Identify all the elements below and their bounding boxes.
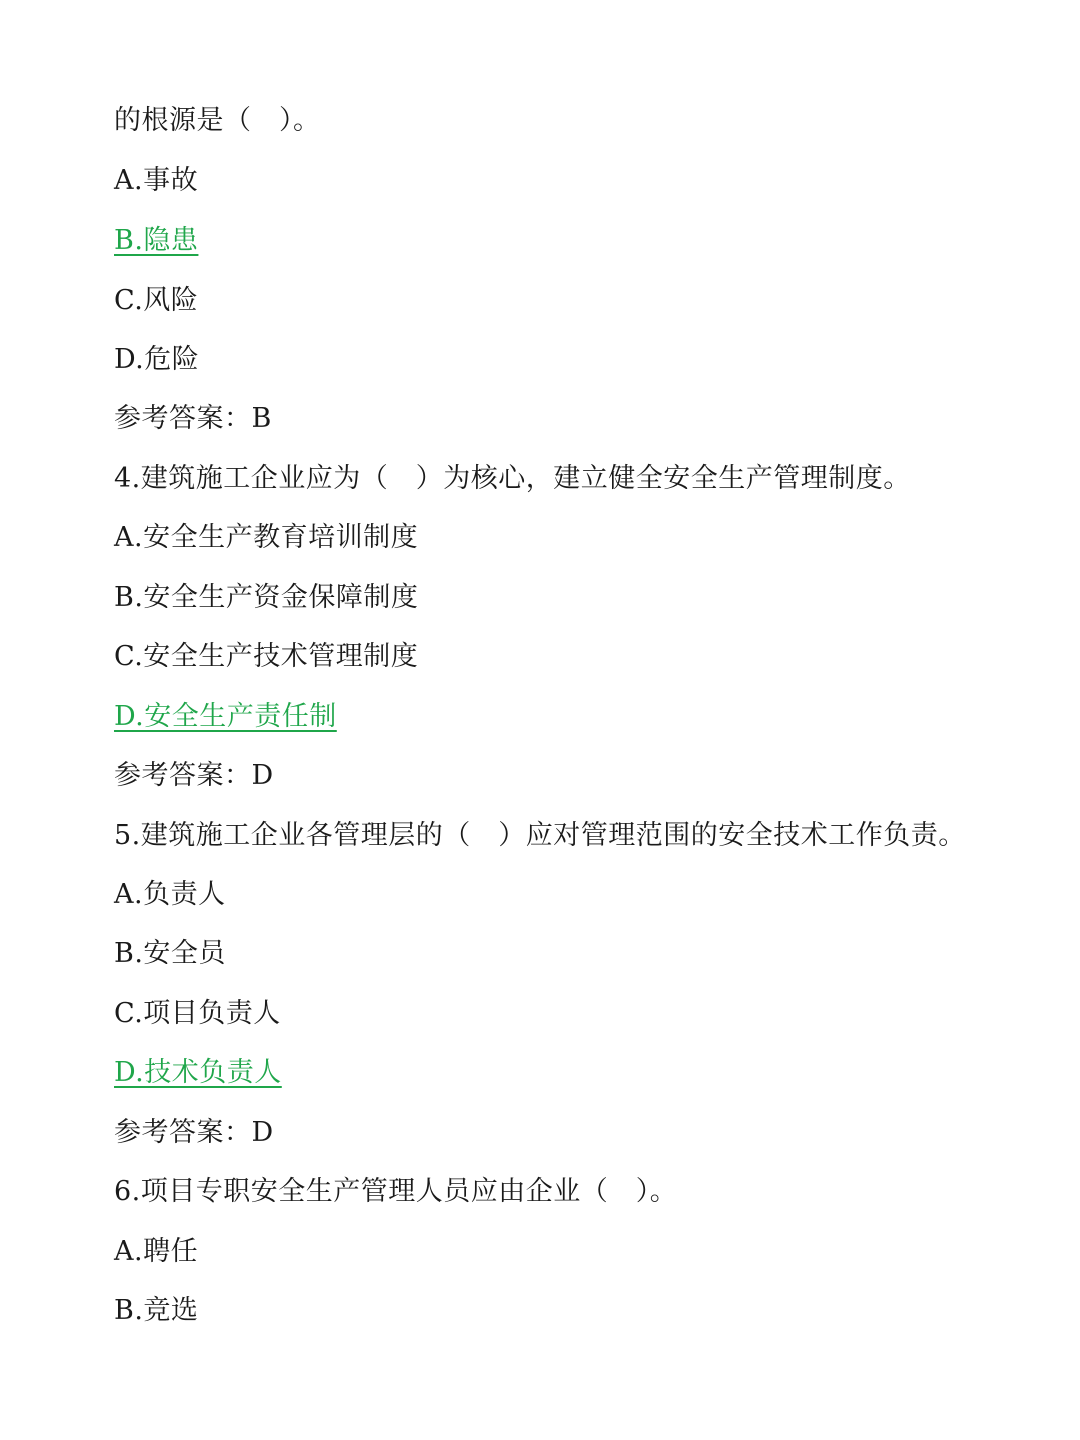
- question-4-answer: 参考答案：D: [114, 760, 274, 791]
- question-4-option-d-correct: D.安全生产责任制: [114, 701, 337, 732]
- question-5-stem: 5.建筑施工企业各管理层的（ ）应对管理范围的安全技术工作负责。: [114, 820, 966, 851]
- question-6-option-a: A.聘任: [114, 1236, 199, 1267]
- question-4-stem: 4.建筑施工企业应为（ ）为核心，建立健全安全生产管理制度。: [114, 463, 911, 494]
- question-4-option-a: A.安全生产教育培训制度: [114, 522, 419, 553]
- question-6-stem: 6.项目专职安全生产管理人员应由企业（ ）。: [114, 1176, 678, 1207]
- question-4-option-c: C.安全生产技术管理制度: [114, 641, 419, 672]
- question-5-option-b: B.安全员: [114, 938, 226, 969]
- question-5-option-d-correct: D.技术负责人: [114, 1057, 282, 1088]
- question-4-option-b: B.安全生产资金保障制度: [114, 582, 419, 613]
- question-6-option-b: B.竞选: [114, 1295, 199, 1326]
- question-3-stem-tail: 的根源是（ ）。: [114, 105, 321, 136]
- question-5-option-a: A.负责人: [114, 879, 226, 910]
- question-3-option-b-correct: B.隐患: [114, 225, 199, 256]
- question-3-option-d: D.危险: [114, 344, 200, 375]
- question-3-option-a: A.事故: [114, 165, 199, 196]
- question-5-option-c: C.项目负责人: [114, 998, 281, 1029]
- question-5-answer: 参考答案：D: [114, 1117, 274, 1148]
- question-3-option-c: C.风险: [114, 285, 199, 316]
- question-3-answer: 参考答案：B: [114, 403, 272, 434]
